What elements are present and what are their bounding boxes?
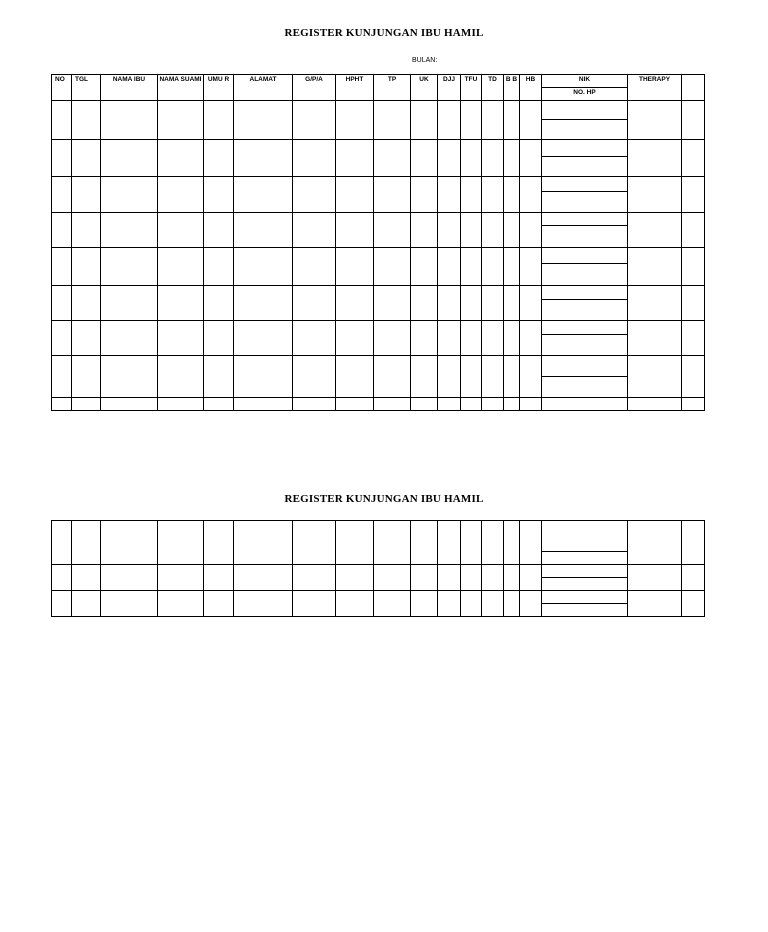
- table-cell[interactable]: [158, 101, 204, 140]
- table-cell[interactable]: [374, 398, 411, 411]
- table-cell[interactable]: [628, 521, 682, 565]
- col-nama-suami-header: NAMA SUAMI: [158, 75, 204, 101]
- table-cell[interactable]: [52, 521, 72, 565]
- table-cell[interactable]: [411, 248, 438, 286]
- table-cell[interactable]: [438, 248, 461, 286]
- table-row: [52, 213, 705, 226]
- table-cell[interactable]: [52, 286, 72, 321]
- table-cell[interactable]: [204, 213, 234, 248]
- cell-nohp[interactable]: [542, 604, 628, 617]
- table-cell[interactable]: [52, 213, 72, 248]
- table-cell[interactable]: [482, 101, 504, 140]
- cell-nohp[interactable]: [542, 192, 628, 213]
- table-cell[interactable]: [374, 321, 411, 356]
- table-cell[interactable]: [158, 521, 204, 565]
- table-cell[interactable]: [234, 286, 293, 321]
- table-cell[interactable]: [482, 321, 504, 356]
- table-cell[interactable]: [336, 248, 374, 286]
- table-cell[interactable]: [520, 321, 542, 356]
- table-cell[interactable]: [52, 140, 72, 177]
- table-cell[interactable]: [293, 140, 336, 177]
- table-cell[interactable]: [52, 101, 72, 140]
- table-cell[interactable]: [204, 565, 234, 591]
- table-cell[interactable]: [52, 591, 72, 617]
- table-cell[interactable]: [158, 286, 204, 321]
- table-cell[interactable]: [482, 356, 504, 398]
- table-cell[interactable]: [374, 565, 411, 591]
- table-cell[interactable]: [461, 356, 482, 398]
- table-cell[interactable]: [628, 177, 682, 213]
- cell-nik[interactable]: [542, 565, 628, 578]
- cell-nik[interactable]: [542, 356, 628, 377]
- col-tgl-header: TGL: [72, 75, 101, 101]
- table-cell[interactable]: [52, 398, 72, 411]
- col-gpa-header: G/P/A: [293, 75, 336, 101]
- table-cell[interactable]: [504, 398, 520, 411]
- col-no-header: NO: [52, 75, 72, 101]
- table-cell[interactable]: [504, 101, 520, 140]
- table-cell[interactable]: [52, 565, 72, 591]
- cell-nohp[interactable]: [542, 120, 628, 140]
- col-td-header: TD: [482, 75, 504, 101]
- table-cell[interactable]: [628, 248, 682, 286]
- table-cell[interactable]: [482, 591, 504, 617]
- table-cell[interactable]: [504, 565, 520, 591]
- table-cell[interactable]: [682, 177, 705, 213]
- table-cell[interactable]: [72, 356, 101, 398]
- table-cell[interactable]: [682, 101, 705, 140]
- table-cell[interactable]: [482, 140, 504, 177]
- table-cell[interactable]: [336, 101, 374, 140]
- cell-nohp[interactable]: [542, 377, 628, 398]
- table-cell[interactable]: [234, 565, 293, 591]
- table-cell[interactable]: [158, 177, 204, 213]
- table-cell[interactable]: [293, 321, 336, 356]
- table-cell[interactable]: [336, 521, 374, 565]
- table-cell[interactable]: [411, 140, 438, 177]
- table-cell[interactable]: [438, 140, 461, 177]
- table-cell[interactable]: [158, 398, 204, 411]
- table-cell[interactable]: [336, 177, 374, 213]
- cell-nohp[interactable]: [542, 578, 628, 591]
- table-cell[interactable]: [204, 591, 234, 617]
- table-cell[interactable]: [520, 521, 542, 565]
- cell-nohp[interactable]: [542, 157, 628, 177]
- header-row: [52, 75, 705, 88]
- cell-nohp[interactable]: [542, 552, 628, 565]
- table-row: [52, 565, 705, 578]
- table-cell[interactable]: [682, 398, 705, 411]
- table-cell[interactable]: [461, 286, 482, 321]
- table-cell[interactable]: [482, 521, 504, 565]
- col-therapy-header: THERAPY: [628, 75, 682, 101]
- table-cell[interactable]: [158, 321, 204, 356]
- table-cell[interactable]: [101, 140, 158, 177]
- table-cell[interactable]: [682, 321, 705, 356]
- table-cell[interactable]: [234, 213, 293, 248]
- table-cell[interactable]: [504, 177, 520, 213]
- table-cell[interactable]: [293, 398, 336, 411]
- table-cell[interactable]: [234, 101, 293, 140]
- table-row: [52, 521, 705, 552]
- table-cell[interactable]: [628, 213, 682, 248]
- table-cell[interactable]: [52, 321, 72, 356]
- cell-nik[interactable]: [542, 101, 628, 120]
- table-cell[interactable]: [628, 321, 682, 356]
- table-cell[interactable]: [72, 177, 101, 213]
- table-cell[interactable]: [482, 565, 504, 591]
- col-uk-header: UK: [411, 75, 438, 101]
- cell-nik[interactable]: [542, 177, 628, 192]
- col-alamat-header: ALAMAT: [234, 75, 293, 101]
- table-cell[interactable]: [101, 213, 158, 248]
- table-row: [52, 140, 705, 157]
- table-cell[interactable]: [204, 101, 234, 140]
- table-cell[interactable]: [72, 140, 101, 177]
- table-cell[interactable]: [520, 213, 542, 248]
- table-cell[interactable]: [438, 356, 461, 398]
- form-title-2: REGISTER KUNJUNGAN IBU HAMIL: [284, 493, 484, 505]
- table-cell[interactable]: [411, 521, 438, 565]
- cell-nik[interactable]: [542, 591, 628, 604]
- table-cell[interactable]: [374, 248, 411, 286]
- table-row: [52, 177, 705, 192]
- table-cell[interactable]: [204, 356, 234, 398]
- cell-nik[interactable]: [542, 521, 628, 552]
- table-cell[interactable]: [504, 521, 520, 565]
- col-nohp-header: NO. HP: [542, 88, 628, 101]
- table-cell[interactable]: [504, 286, 520, 321]
- table-cell[interactable]: [234, 248, 293, 286]
- col-bb-header: B B: [504, 75, 520, 101]
- table-cell[interactable]: [158, 356, 204, 398]
- table-cell[interactable]: [438, 286, 461, 321]
- table-cell[interactable]: [72, 565, 101, 591]
- table-row: [52, 286, 705, 300]
- table-cell[interactable]: [72, 521, 101, 565]
- table-cell[interactable]: [461, 101, 482, 140]
- table-cell[interactable]: [461, 321, 482, 356]
- table-cell[interactable]: [234, 177, 293, 213]
- table-cell[interactable]: [158, 565, 204, 591]
- table-cell[interactable]: [682, 248, 705, 286]
- table-row: [52, 356, 705, 377]
- table-cell[interactable]: [520, 177, 542, 213]
- table-cell[interactable]: [411, 398, 438, 411]
- col-umur-header: UMU R: [204, 75, 234, 101]
- table-cell[interactable]: [101, 177, 158, 213]
- table-cell[interactable]: [438, 321, 461, 356]
- table-cell[interactable]: [72, 248, 101, 286]
- cell-nohp[interactable]: [542, 335, 628, 356]
- table-cell[interactable]: [461, 213, 482, 248]
- table-cell[interactable]: [158, 213, 204, 248]
- table-cell[interactable]: [336, 591, 374, 617]
- col-extra-header: [682, 75, 705, 101]
- table-cell[interactable]: [411, 321, 438, 356]
- table-cell[interactable]: [628, 565, 682, 591]
- table-cell[interactable]: [438, 177, 461, 213]
- cell-nohp[interactable]: [542, 300, 628, 321]
- table-cell[interactable]: [520, 565, 542, 591]
- table-cell[interactable]: [204, 177, 234, 213]
- table-cell[interactable]: [336, 356, 374, 398]
- cell-nik[interactable]: [542, 286, 628, 300]
- table-cell[interactable]: [504, 248, 520, 286]
- cell-nohp[interactable]: [542, 264, 628, 286]
- table-cell[interactable]: [520, 356, 542, 398]
- table-cell[interactable]: [336, 140, 374, 177]
- register-table: [51, 74, 705, 411]
- table-cell[interactable]: [234, 356, 293, 398]
- table-cell[interactable]: [520, 101, 542, 140]
- table-cell[interactable]: [520, 248, 542, 286]
- table-cell[interactable]: [374, 356, 411, 398]
- table-cell[interactable]: [336, 286, 374, 321]
- cell-nik[interactable]: [542, 248, 628, 264]
- table-cell[interactable]: [52, 356, 72, 398]
- table-cell[interactable]: [158, 140, 204, 177]
- table-cell[interactable]: [411, 177, 438, 213]
- table-cell[interactable]: [482, 248, 504, 286]
- table-cell[interactable]: [293, 248, 336, 286]
- table-row: [52, 591, 705, 604]
- table-cell[interactable]: [438, 213, 461, 248]
- table-cell[interactable]: [438, 521, 461, 565]
- table-cell[interactable]: [438, 565, 461, 591]
- table-cell[interactable]: [628, 356, 682, 398]
- table-cell[interactable]: [482, 213, 504, 248]
- col-hpht-header: HPHT: [336, 75, 374, 101]
- table-cell[interactable]: [374, 140, 411, 177]
- table-cell[interactable]: [520, 398, 542, 411]
- table-cell[interactable]: [293, 101, 336, 140]
- table-cell[interactable]: [628, 286, 682, 321]
- table-cell[interactable]: [101, 565, 158, 591]
- table-cell[interactable]: [234, 591, 293, 617]
- table-cell[interactable]: [682, 213, 705, 248]
- table-cell[interactable]: [682, 591, 705, 617]
- table-row-footer: [52, 398, 705, 411]
- table-cell[interactable]: [520, 591, 542, 617]
- table-cell[interactable]: [101, 101, 158, 140]
- register-table-2: [51, 520, 705, 617]
- table-cell[interactable]: [411, 286, 438, 321]
- table-row: [52, 101, 705, 120]
- table-cell[interactable]: [482, 398, 504, 411]
- table-cell[interactable]: [101, 248, 158, 286]
- table-cell[interactable]: [293, 177, 336, 213]
- table-cell[interactable]: [438, 398, 461, 411]
- table-cell[interactable]: [411, 213, 438, 248]
- table-cell[interactable]: [461, 398, 482, 411]
- table-cell[interactable]: [293, 213, 336, 248]
- table-cell[interactable]: [461, 177, 482, 213]
- table-cell[interactable]: [411, 565, 438, 591]
- table-cell[interactable]: [234, 398, 293, 411]
- table-cell[interactable]: [374, 521, 411, 565]
- col-hb-header: HB: [520, 75, 542, 101]
- table-cell[interactable]: [682, 356, 705, 398]
- table-cell[interactable]: [504, 321, 520, 356]
- table-cell[interactable]: [72, 398, 101, 411]
- table-row: [52, 248, 705, 264]
- table-cell[interactable]: [682, 565, 705, 591]
- table-cell[interactable]: [72, 321, 101, 356]
- form-title: REGISTER KUNJUNGAN IBU HAMIL: [284, 27, 484, 39]
- table-cell[interactable]: [504, 140, 520, 177]
- table-cell[interactable]: [336, 213, 374, 248]
- table-cell[interactable]: [336, 321, 374, 356]
- table-cell[interactable]: [158, 591, 204, 617]
- table-cell[interactable]: [374, 101, 411, 140]
- table-cell[interactable]: [628, 591, 682, 617]
- table-cell[interactable]: [461, 140, 482, 177]
- col-tp-header: TP: [374, 75, 411, 101]
- table-cell[interactable]: [101, 521, 158, 565]
- table-cell[interactable]: [204, 140, 234, 177]
- table-cell[interactable]: [72, 286, 101, 321]
- table-cell[interactable]: [101, 321, 158, 356]
- table-cell[interactable]: [504, 591, 520, 617]
- table-cell[interactable]: [204, 286, 234, 321]
- table-cell[interactable]: [461, 565, 482, 591]
- table-cell[interactable]: [101, 591, 158, 617]
- table-cell[interactable]: [293, 591, 336, 617]
- col-djj-header: DJJ: [438, 75, 461, 101]
- table-cell[interactable]: [204, 248, 234, 286]
- table-cell[interactable]: [411, 591, 438, 617]
- table-cell[interactable]: [374, 591, 411, 617]
- table-cell[interactable]: [504, 356, 520, 398]
- table-cell[interactable]: [461, 521, 482, 565]
- table-cell[interactable]: [374, 177, 411, 213]
- table-cell[interactable]: [204, 321, 234, 356]
- table-cell[interactable]: [336, 565, 374, 591]
- table-cell[interactable]: [101, 398, 158, 411]
- table-cell[interactable]: [461, 591, 482, 617]
- table-cell[interactable]: [293, 286, 336, 321]
- table-cell[interactable]: [682, 286, 705, 321]
- table-cell[interactable]: [234, 321, 293, 356]
- table-cell[interactable]: [682, 521, 705, 565]
- table-cell[interactable]: [293, 356, 336, 398]
- col-nik-header: NIK: [542, 75, 628, 88]
- col-nama-ibu-header: NAMA IBU: [101, 75, 158, 101]
- table-cell[interactable]: [72, 591, 101, 617]
- table-cell[interactable]: [438, 101, 461, 140]
- cell-nik[interactable]: [542, 213, 628, 226]
- table-cell[interactable]: [411, 356, 438, 398]
- table-cell[interactable]: [336, 398, 374, 411]
- col-tfu-header: TFU: [461, 75, 482, 101]
- table-cell[interactable]: [682, 140, 705, 177]
- table-cell[interactable]: [520, 140, 542, 177]
- table-cell[interactable]: [438, 591, 461, 617]
- cell-nik[interactable]: [542, 140, 628, 157]
- table-cell[interactable]: [411, 101, 438, 140]
- table-cell[interactable]: [542, 398, 628, 411]
- cell-nik[interactable]: [542, 321, 628, 335]
- table-cell[interactable]: [52, 248, 72, 286]
- table-cell[interactable]: [482, 286, 504, 321]
- table-cell[interactable]: [293, 565, 336, 591]
- table-cell[interactable]: [101, 356, 158, 398]
- table-cell[interactable]: [374, 213, 411, 248]
- table-cell[interactable]: [293, 521, 336, 565]
- table-cell[interactable]: [158, 248, 204, 286]
- table-cell[interactable]: [520, 286, 542, 321]
- bulan-label: BULAN:: [412, 57, 438, 64]
- table-cell[interactable]: [461, 248, 482, 286]
- table-cell[interactable]: [72, 213, 101, 248]
- table-cell[interactable]: [204, 398, 234, 411]
- table-cell[interactable]: [628, 140, 682, 177]
- cell-nohp[interactable]: [542, 226, 628, 248]
- table-cell[interactable]: [628, 101, 682, 140]
- table-cell[interactable]: [504, 213, 520, 248]
- table-cell[interactable]: [204, 521, 234, 565]
- table-cell[interactable]: [628, 398, 682, 411]
- table-cell[interactable]: [374, 286, 411, 321]
- table-cell[interactable]: [234, 521, 293, 565]
- table-cell[interactable]: [52, 177, 72, 213]
- table-cell[interactable]: [72, 101, 101, 140]
- table-cell[interactable]: [482, 177, 504, 213]
- table-row: [52, 321, 705, 335]
- table-cell[interactable]: [101, 286, 158, 321]
- table-cell[interactable]: [234, 140, 293, 177]
